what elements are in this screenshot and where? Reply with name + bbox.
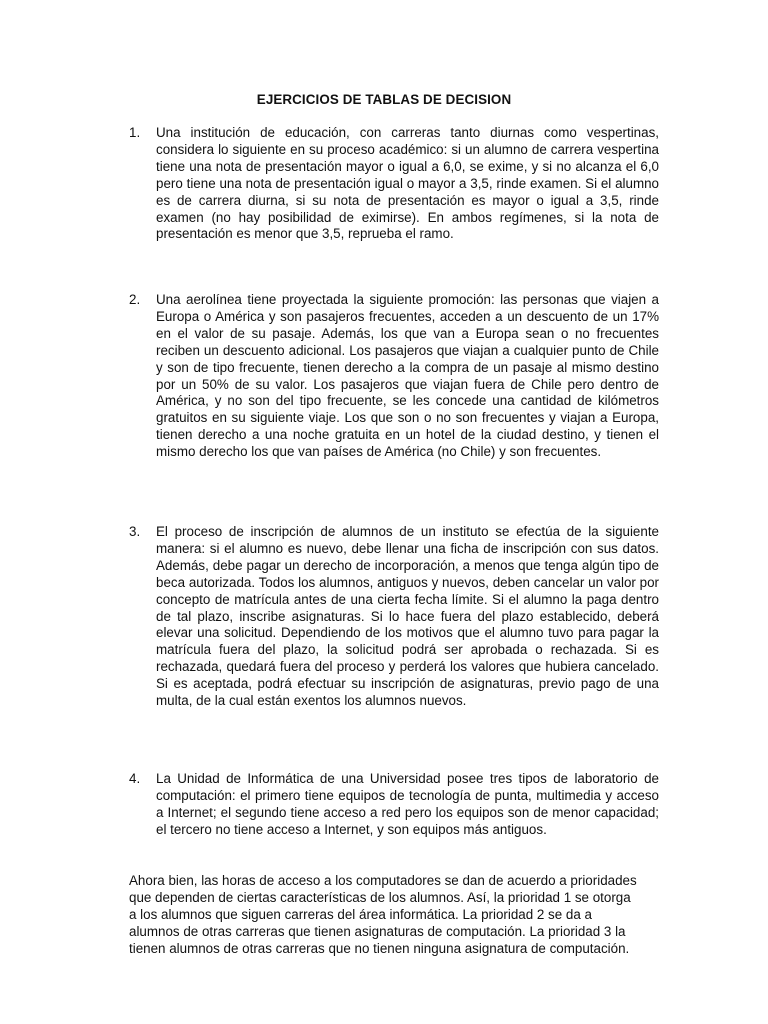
exercise-item-3 [129, 524, 659, 710]
closing-paragraph: Ahora bien, las horas de acceso a los computadores se dan de acuerdo a prioridades que dependen de ciertas características de los alumnos. Así, la prioridad 1 se otorga a los alumnos que siguen carreras del área informática. La prioridad 2 se da a alumnos de otras carreras que tienen asignaturas de computación. La prioridad 3 la tienen alumnos de otras carreras que no tienen ninguna asignatura de computación. [129, 873, 637, 956]
exercise-text: El proceso de inscripción de alumnos de un instituto se efectúa de la siguiente manera: si el alumno es nuevo, debe llenar una ficha de inscripción con sus datos. Además, debe pagar un derecho de incorporación, a menos que tenga algún tipo de beca autorizada. Todos los alumnos, antiguos y nuevos, deben cancelar un valor por concepto de matrícula antes de una cierta fecha límite. Si el alumno la paga dentro de tal plazo, inscribe asignaturas. Si lo hace fuera del plazo establecido, deberá elevar una solicitud. Dependiendo de los motivos que el alumno tuvo para pagar la matrícula fuera del plazo, la solicitud podrá ser aprobada o rechazada. Si es rechazada, quedará fuera del proceso y perderá los valores que hubiera cancelado. Si es aceptada, podrá efectuar su inscripción de asignaturas, previo pago de una multa, de la cual están exentos los alumnos nuevos. [156, 524, 659, 709]
exercise-item-2 [129, 292, 659, 461]
page-title: EJERCICIOS DE TABLAS DE DECISION [256, 92, 512, 107]
exercise-item-4 [129, 771, 659, 839]
exercise-text: Una aerolínea tiene proyectada la siguiente promoción: las personas que viajen a Europa o América y son pasajeros frecuentes, acceden a un descuento de un 17% en el valor de su pasaje. Además, los que van a Europa sean o no frecuentes reciben un descuento adicional. Los pasajeros que viajan a cualquier punto de Chile y son de tipo frecuente, tienen derecho a la compra de un pasaje al mismo destino por un 50% de su valor. Los pasajeros que viajan fuera de Chile pero dentro de América, y no son del tipo frecuente, se les concede una cantidad de kilómetros gratuitos en su siguiente viaje. Los que son o no son frecuentes y viajan a Europa, tienen derecho a una noche gratuita en un hotel de la ciudad destino, y tienen el mismo derecho los que van países de América (no Chile) y son frecuentes. [156, 292, 659, 460]
exercise-text: La Unidad de Informática de una Universidad posee tres tipos de laboratorio de computación: el primero tiene equipos de tecnología de punta, multimedia y acceso a Internet; el segundo tiene acceso a red pero los equipos son de menor capacidad; el tercero no tiene acceso a Internet, y son equipos más antiguos. [156, 771, 659, 837]
exercise-text: Una institución de educación, con carreras tanto diurnas como vespertinas, considera lo siguiente en su proceso académico: si un alumno de carrera vespertina tiene una nota de presentación mayor o igual a 6,0, se exime, y si no alcanza el 6,0 pero tiene una nota de presentación igual o mayor a 3,5, rinde examen. Si el alumno es de carrera diurna, si su nota de presentación es mayor o igual a 3,5, rinde examen (no hay posibilidad de eximirse). En ambos regímenes, si la nota de presentación es menor que 3,5, reprueba el ramo. [156, 125, 659, 242]
exercise-number: 4. [129, 771, 141, 786]
exercise-number: 3. [129, 524, 141, 539]
exercise-number: 1. [129, 125, 141, 140]
exercise-number: 2. [129, 292, 141, 307]
exercise-item-1 [129, 125, 659, 243]
